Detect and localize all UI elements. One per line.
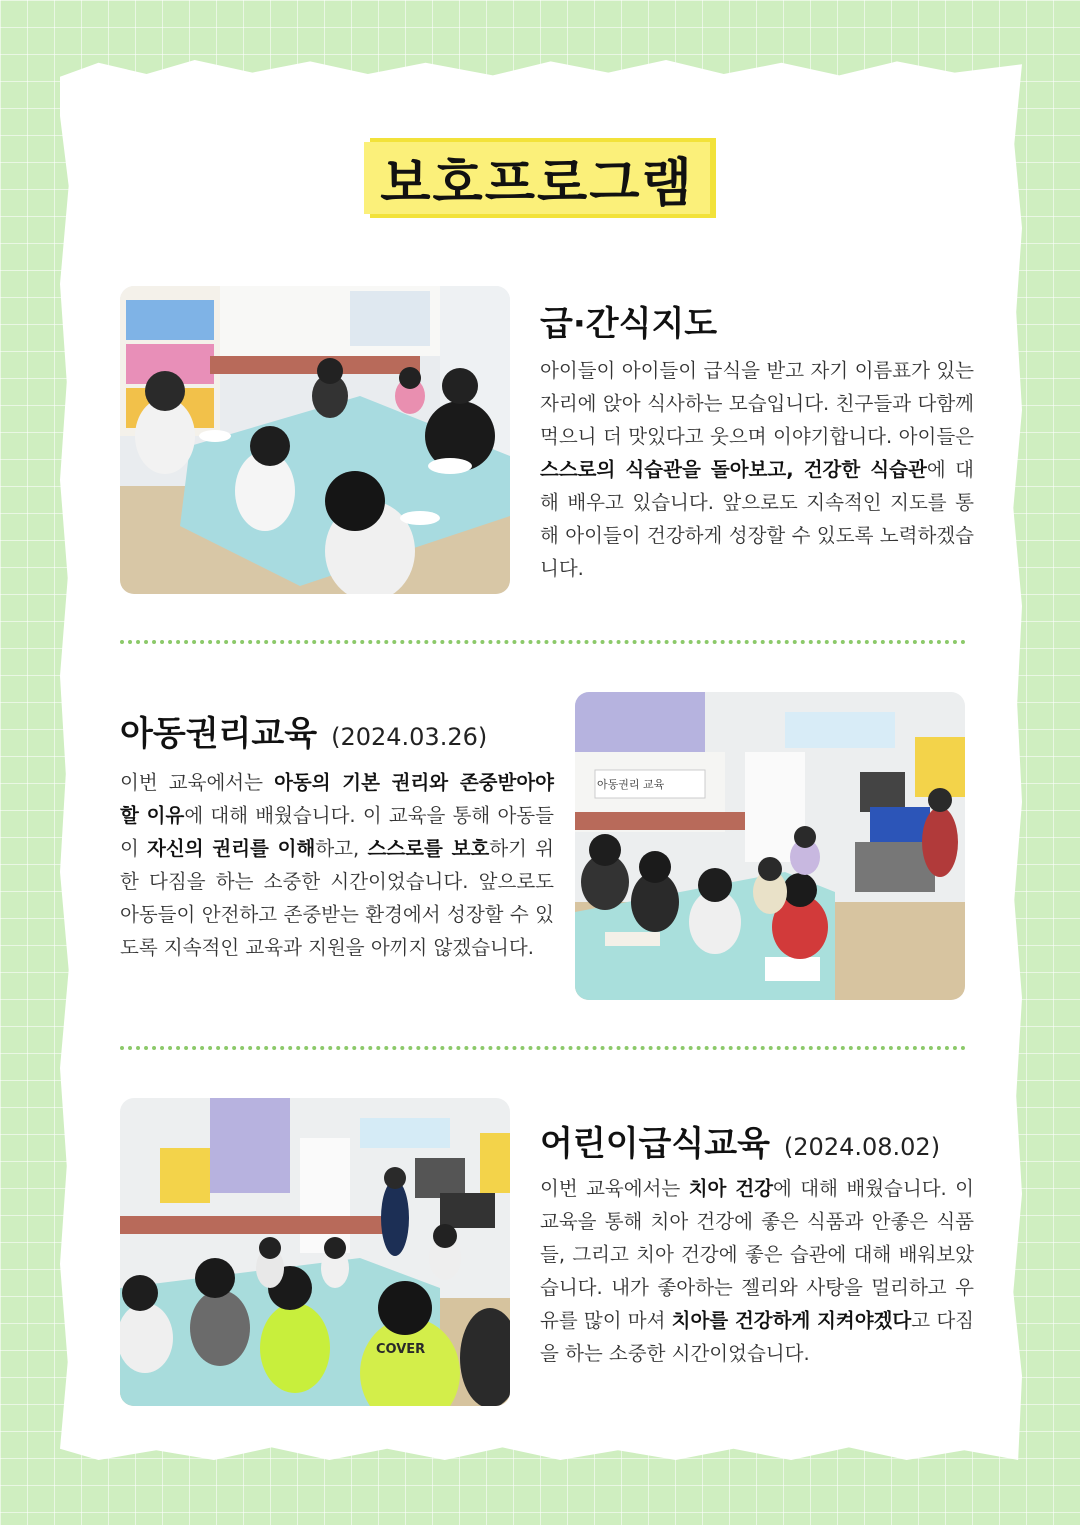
section-title-meal-guidance	[540, 296, 717, 345]
paragraph-text: 에 대해 배우고 있습니다. 앞으로도 지속적인 지도를 통해 아이들이 건강하게 성장할 수 있도록 노력하겠습니다.	[540, 458, 974, 580]
emphasis-text: 스스로를 보호	[367, 837, 490, 860]
section-title-text: 급·간식지도	[540, 304, 718, 344]
paragraph-meal-guidance	[540, 354, 974, 585]
emphasis-text: 치아 건강	[688, 1177, 774, 1200]
section-date: (2024.08.02)	[783, 1133, 941, 1161]
paragraph-text: 하기 위한 다짐을 하는 소중한 시간이었습니다. 앞으로도 아동들이 안전하고 존중받는 환경에서 성장할 수 있도록 지속적인 교육과 지원을 아끼지 않겠습니다.	[120, 837, 554, 959]
section-title-meal-education	[540, 1116, 940, 1165]
section-title-text: 어린이급식교육	[540, 1124, 770, 1164]
paragraph-text: 이번 교육에서는	[540, 1177, 689, 1200]
photo-child-rights	[575, 692, 965, 1000]
section-date: (2024.03.26)	[331, 723, 488, 751]
shirt-print: COVER	[376, 1342, 426, 1357]
emphasis-text: 스스로의 식습관을 돌아보고, 건강한 식습관	[540, 458, 927, 481]
paragraph-text: 고 다짐을 하는 소중한 시간이었습니다.	[540, 1309, 974, 1365]
emphasis-text: 자신의 권리를 이해	[147, 837, 316, 860]
paragraph-text: 에 대해 배웠습니다. 이 교육을 통해 아동들이	[120, 804, 554, 860]
paragraph-text: 에 대해 배웠습니다. 이 교육을 통해 치아 건강에 좋은 식품과 안좋은 식품들, 그리고 치아 건강에 좋은 습관에 대해 배워보았습니다. 내가 좋아하는 젤리와 사탕을 멀리하고 우유를 많이 마셔	[540, 1177, 975, 1332]
section-divider	[120, 1046, 966, 1050]
classroom-sign: 아동권리 교육	[597, 778, 665, 791]
section-divider	[120, 640, 966, 644]
paragraph-text: 아이들이 아이들이 급식을 받고 자기 이름표가 있는 자리에 앉아 식사하는 모습입니다. 친구들과 다함께 먹으니 더 맛있다고 웃으며 이야기합니다. 아이들은	[540, 359, 974, 448]
section-title-text: 아동권리교육	[120, 714, 318, 754]
paragraph-text: 하고,	[315, 837, 368, 860]
paragraph-child-rights	[120, 766, 554, 964]
page-title: 보호프로그램	[380, 153, 694, 214]
paragraph-meal-education	[540, 1172, 974, 1370]
emphasis-text: 아동의 기본 권리와 존중받아야 할 이유	[120, 771, 555, 827]
section-title-child-rights	[120, 706, 487, 755]
photo-meal-guidance	[120, 286, 510, 594]
title-highlight	[364, 142, 710, 214]
page-title-banner	[364, 138, 716, 218]
photo-meal-education	[120, 1098, 510, 1406]
paragraph-text: 이번 교육에서는	[120, 771, 275, 794]
emphasis-text: 치아를 건강하게 지켜야겠다	[671, 1309, 912, 1332]
